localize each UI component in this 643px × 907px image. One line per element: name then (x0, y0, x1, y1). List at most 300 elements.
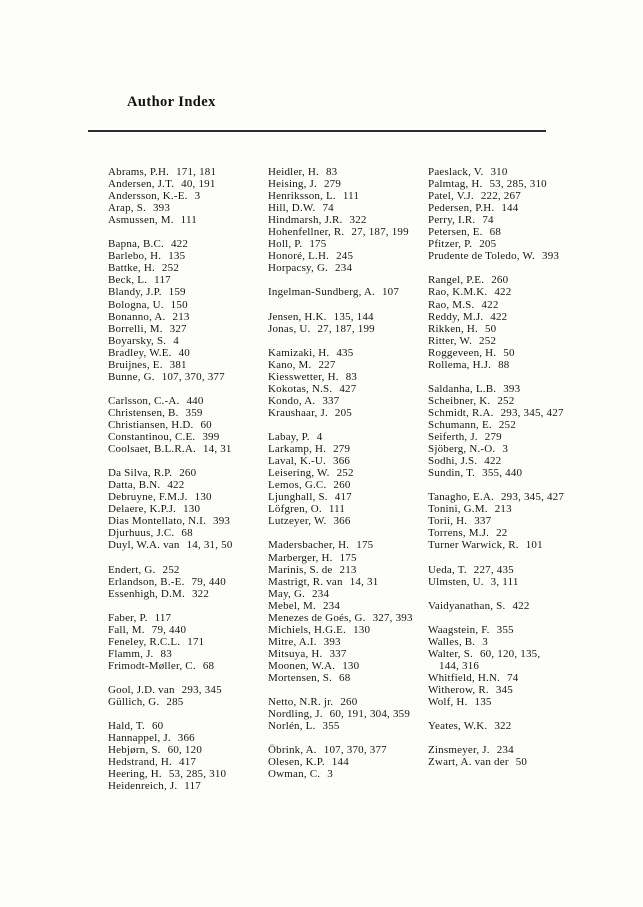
author-name: Heising, J. (268, 178, 317, 191)
index-entry (108, 624, 272, 636)
index-entry (268, 383, 432, 395)
page-title: Author Index (127, 94, 216, 110)
author-name: Prudente de Toledo, W. (428, 250, 535, 263)
index-entry (428, 407, 592, 419)
index-entry (108, 166, 272, 178)
page-numbers: 74 (322, 202, 334, 215)
author-name: Witherow, R. (428, 684, 489, 697)
author-name: Reddy, M.J. (428, 310, 484, 323)
page-numbers: 83 (160, 647, 172, 660)
author-name: Marberger, H. (268, 551, 333, 564)
index-entry (268, 539, 432, 551)
page-numbers: 88 (498, 358, 510, 371)
page-numbers: 234 (496, 744, 514, 757)
page-numbers: 79, 440 (151, 623, 187, 636)
index-entry (108, 684, 272, 696)
index-column-1 (108, 166, 272, 804)
author-name: Saldanha, L.B. (428, 382, 497, 395)
page-numbers: 68 (202, 659, 215, 672)
author-name: May, G. (268, 587, 306, 600)
author-name: Bruijnes, E. (108, 358, 163, 371)
page-numbers: 293, 345, 427 (500, 491, 565, 504)
page-numbers-continued: 144, 316 (439, 659, 480, 672)
page-numbers: 50 (484, 322, 497, 335)
author-name: Ulmsten, U. (428, 575, 484, 588)
page-numbers: 159 (168, 286, 186, 299)
author-name: Dias Montellato, N.I. (108, 515, 206, 528)
page-numbers: 422 (484, 455, 502, 468)
page-numbers: 427 (339, 382, 357, 395)
index-entry (108, 395, 272, 407)
index-entry (428, 564, 592, 576)
page-numbers: 322 (191, 587, 210, 600)
index-entry (268, 756, 432, 768)
author-name: Kiesswetter, H. (268, 370, 339, 383)
author-name: Heering, H. (108, 768, 162, 781)
page-numbers: 144 (331, 756, 349, 769)
author-name: Scheibner, K. (428, 394, 491, 407)
index-entry (428, 323, 592, 335)
page-numbers: 117 (154, 274, 171, 287)
page-numbers: 27, 187, 199 (351, 226, 409, 239)
author-name: Rao, M.S. (428, 298, 475, 311)
page-numbers: 60, 120, 135, (479, 647, 541, 660)
index-entry (108, 732, 272, 744)
author-name: Marinis, S. de (268, 563, 333, 576)
page-numbers: 213 (339, 563, 357, 576)
author-name: Beck, L. (108, 274, 148, 287)
page-numbers: 337 (322, 394, 340, 407)
author-name: Ljunghall, S. (268, 491, 328, 504)
index-entry (428, 756, 592, 768)
author-name: Pfitzer, P. (428, 238, 473, 251)
index-entry (268, 226, 432, 238)
author-name: Bapna, B.C. (108, 238, 164, 251)
page-numbers: 4 (173, 334, 179, 347)
page-numbers: 213 (172, 310, 190, 323)
page-numbers: 366 (177, 732, 195, 745)
page-numbers: 422 (512, 599, 530, 612)
index-entry (108, 780, 272, 792)
page-numbers: 355 (322, 720, 340, 733)
author-name: Horpacsy, G. (268, 262, 329, 275)
index-entry (268, 214, 432, 226)
page-numbers: 359 (185, 406, 203, 419)
page-numbers: 40, 191 (181, 178, 216, 191)
author-name: Jonas, U. (268, 322, 311, 335)
page-numbers: 135, 144 (333, 310, 374, 323)
author-name: Delaere, K.P.J. (108, 503, 177, 516)
author-name: Seiferth, J. (428, 431, 478, 444)
index-entry (268, 479, 432, 491)
index-entry (428, 274, 592, 286)
index-entry (268, 696, 432, 708)
index-entry (268, 371, 432, 383)
index-entry (268, 166, 432, 178)
author-name: Hannappel, J. (108, 732, 171, 745)
page-numbers: 60, 120 (167, 744, 203, 757)
page-numbers: 422 (167, 479, 185, 492)
page-numbers: 422 (481, 298, 499, 311)
author-name: Honoré, L.H. (268, 250, 330, 263)
author-name: Ritter, W. (428, 334, 473, 347)
author-name: Heidenreich, J. (108, 780, 178, 793)
author-name: Frimodt-Møller, C. (108, 659, 196, 672)
index-entry (268, 600, 432, 612)
index-entry (108, 660, 272, 672)
page-numbers: 440 (186, 394, 204, 407)
author-name: Rangel, P.E. (428, 274, 485, 287)
author-name: Borrelli, M. (108, 322, 163, 335)
page-numbers: 60 (200, 418, 212, 431)
author-name: Carlsson, C.-A. (108, 394, 180, 407)
author-name: Olesen, K.P. (268, 756, 325, 769)
page-numbers: 279 (323, 178, 342, 191)
author-name: Hohenfellner, R. (268, 226, 345, 239)
index-entry (428, 600, 592, 612)
index-entry (428, 467, 592, 479)
index-entry (428, 684, 592, 696)
index-entry (268, 347, 432, 359)
page-numbers: 227, 435 (473, 563, 514, 576)
index-entry (428, 383, 592, 395)
index-entry (108, 479, 272, 491)
author-name: Coolsaet, B.L.R.A. (108, 443, 196, 456)
author-name: Pedersen, P.H. (428, 202, 495, 215)
author-name: Kamizaki, H. (268, 346, 330, 359)
author-name: Roggeveen, H. (428, 346, 497, 359)
index-entry (268, 612, 432, 624)
page-numbers: 322 (349, 214, 367, 227)
index-entry (268, 636, 432, 648)
page-numbers: 117 (184, 780, 201, 793)
index-entry (268, 660, 432, 672)
alpha-group (268, 166, 432, 274)
author-name: Perry, I.R. (428, 214, 476, 227)
page-numbers: 345 (495, 684, 513, 697)
page-numbers: 337 (474, 515, 492, 528)
alpha-group (428, 744, 592, 768)
page-numbers: 393 (323, 635, 341, 648)
index-entry (108, 419, 272, 431)
author-name: Hedstrand, H. (108, 756, 173, 769)
page-numbers: 355, 440 (482, 467, 523, 480)
page-numbers: 366 (333, 455, 351, 468)
index-entry (428, 190, 592, 202)
index-entry (268, 286, 432, 298)
alpha-group (108, 564, 272, 600)
alpha-group (268, 539, 432, 684)
author-name: Moonen, W.A. (268, 659, 336, 672)
page-numbers: 175 (339, 551, 357, 564)
index-entry (268, 491, 432, 503)
author-name: Fall, M. (108, 623, 145, 636)
page-numbers: 60, 191, 304, 359 (329, 708, 411, 721)
page-numbers: 50 (515, 756, 528, 769)
index-entry (268, 515, 432, 527)
index-entry (268, 672, 432, 684)
author-name: Zwart, A. van der (428, 756, 509, 769)
page-numbers: 252 (497, 394, 515, 407)
author-name: Ingelman-Sundberg, A. (268, 286, 375, 299)
author-name: Walter, S. (428, 647, 473, 660)
index-entry (108, 756, 272, 768)
author-name: Löfgren, O. (268, 503, 322, 516)
page-numbers: 144 (501, 202, 519, 215)
author-name: Barlebo, H. (108, 250, 162, 263)
author-name: Laval, K.-U. (268, 455, 326, 468)
page-numbers: 79, 440 (191, 575, 226, 588)
author-name: Turner Warwick, R. (428, 539, 519, 552)
page-numbers: 130 (353, 623, 371, 636)
author-name: Datta, B.N. (108, 479, 161, 492)
index-entry (428, 696, 592, 708)
index-entry (428, 238, 592, 250)
index-entry (268, 552, 432, 564)
index-entry (108, 286, 272, 298)
page-numbers: 366 (333, 515, 351, 528)
index-entry (268, 588, 432, 600)
page-numbers: 101 (525, 539, 543, 552)
author-name: Boyarsky, S. (108, 334, 167, 347)
page-numbers: 135 (474, 696, 492, 709)
page-numbers: 213 (494, 503, 512, 516)
index-entry (268, 708, 432, 720)
author-name: Whitfield, H.N. (428, 671, 501, 684)
page-numbers: 3 (194, 190, 201, 203)
page-numbers: 393 (542, 250, 560, 263)
page-numbers: 171 (187, 635, 205, 648)
page-numbers: 68 (339, 671, 351, 684)
index-entry (268, 564, 432, 576)
author-name: Tonini, G.M. (428, 503, 488, 516)
index-entry (268, 359, 432, 371)
page-numbers: 111 (180, 214, 197, 227)
author-name: Sjöberg, N.-O. (428, 443, 496, 456)
page-numbers: 27, 187, 199 (317, 322, 375, 335)
index-entry (268, 443, 432, 455)
index-entry (428, 648, 592, 660)
page-numbers: 3 (502, 443, 509, 456)
page-numbers: 293, 345, 427 (500, 406, 564, 419)
index-entry (428, 286, 592, 298)
index-entry (108, 503, 272, 515)
page-numbers: 3 (482, 635, 488, 648)
page-numbers: 4 (316, 431, 323, 444)
index-column-2 (268, 166, 432, 792)
index-entry (108, 178, 272, 190)
index-entry (428, 503, 592, 515)
index-entry (108, 744, 272, 756)
page-numbers: 327 (169, 322, 187, 335)
author-name: Rikken, H. (428, 322, 478, 335)
index-entry (108, 323, 272, 335)
author-name: Jensen, H.K. (268, 310, 327, 323)
index-entry (428, 744, 592, 756)
author-name: Owman, C. (268, 768, 321, 781)
page-numbers: 293, 345 (181, 684, 222, 697)
author-name: Kondo, A. (268, 394, 316, 407)
alpha-group (268, 347, 432, 419)
page-numbers: 130 (342, 659, 360, 672)
index-entry (108, 443, 272, 455)
index-entry (428, 515, 592, 527)
author-name: Mitre, A.I. (268, 635, 317, 648)
index-entry (268, 311, 432, 323)
index-entry (108, 407, 272, 419)
author-name: Feneley, R.C.L. (108, 635, 181, 648)
author-name: Torii, H. (428, 515, 468, 528)
index-entry (268, 190, 432, 202)
alpha-group (428, 720, 592, 732)
page-numbers: 393 (503, 382, 521, 395)
index-entry (108, 636, 272, 648)
index-entry (268, 648, 432, 660)
author-name: Nordling, J. (268, 708, 323, 721)
alpha-group (108, 720, 272, 792)
author-name: Henriksson, L. (268, 190, 336, 203)
index-entry (108, 299, 272, 311)
index-entry (268, 202, 432, 214)
index-entry (108, 335, 272, 347)
author-name: Bunne, G. (108, 370, 155, 383)
index-entry (108, 467, 272, 479)
alpha-group (268, 696, 432, 732)
index-entry (268, 431, 432, 443)
index-entry (428, 455, 592, 467)
author-name: Kano, M. (268, 358, 312, 371)
author-name: Djurhuus, J.C. (108, 527, 175, 540)
author-name: Tanagho, E.A. (428, 491, 494, 504)
index-entry (428, 311, 592, 323)
page-numbers: 171, 181 (176, 166, 217, 178)
page-numbers: 260 (179, 467, 197, 480)
index-entry (268, 768, 432, 780)
page-numbers: 227 (318, 358, 336, 371)
author-name: Menezes de Goés, G. (268, 611, 366, 624)
page-numbers: 68 (181, 527, 193, 540)
author-name: Christiansen, H.D. (108, 418, 194, 431)
author-name: Erlandson, B.-E. (108, 575, 185, 588)
page-numbers: 74 (482, 214, 494, 227)
alpha-group (108, 238, 272, 383)
author-name: Lutzeyer, W. (268, 515, 327, 528)
index-entry (428, 335, 592, 347)
page-numbers: 205 (479, 238, 497, 251)
alpha-group (428, 564, 592, 588)
author-name: Yeates, W.K. (428, 720, 488, 733)
index-entry (268, 395, 432, 407)
index-entry (428, 624, 592, 636)
page-numbers: 422 (170, 238, 189, 251)
author-name: Vaidyanathan, S. (428, 599, 506, 612)
index-entry (268, 624, 432, 636)
index-entry (108, 274, 272, 286)
page-numbers: 422 (490, 310, 508, 323)
page-numbers: 222, 267 (480, 190, 521, 203)
alpha-group (428, 166, 592, 262)
page-numbers: 417 (334, 491, 352, 504)
author-name: Wolf, H. (428, 696, 468, 709)
page-numbers: 175 (356, 539, 374, 552)
author-name: Battke, H. (108, 262, 155, 275)
index-entry (108, 238, 272, 250)
page-numbers: 322 (494, 720, 512, 733)
page-numbers: 130 (194, 491, 212, 504)
author-name: Duyl, W.A. van (108, 539, 180, 552)
index-entry (428, 178, 592, 190)
page-numbers: 252 (161, 262, 180, 275)
author-name: Güllich, G. (108, 696, 160, 709)
index-entry (268, 178, 432, 190)
page-numbers: 260 (340, 696, 358, 709)
page-numbers: 111 (328, 503, 346, 516)
alpha-group (108, 612, 272, 672)
index-entry (108, 515, 272, 527)
author-name: Kraushaar, J. (268, 406, 328, 419)
index-entry (428, 491, 592, 503)
author-name: Gool, J.D. van (108, 684, 175, 697)
author-name: Petersen, E. (428, 226, 483, 239)
alpha-group (108, 166, 272, 226)
page-numbers: 279 (333, 443, 351, 456)
page-numbers: 252 (479, 334, 497, 347)
title-divider (88, 130, 546, 132)
page-numbers: 111 (342, 190, 360, 203)
page-numbers: 53, 285, 310 (168, 768, 227, 781)
page-numbers: 117 (154, 611, 172, 624)
author-name: Norlén, L. (268, 720, 316, 733)
author-name: Bologna, U. (108, 298, 164, 311)
index-entry (108, 696, 272, 708)
page-numbers: 234 (335, 262, 353, 275)
author-name: Christensen, B. (108, 406, 179, 419)
page-numbers: 260 (333, 479, 351, 492)
author-name: Debruyne, F.M.J. (108, 491, 188, 504)
page-numbers: 68 (489, 226, 502, 239)
author-name: Abrams, P.H. (108, 166, 170, 178)
author-name: Bradley, W.E. (108, 346, 172, 359)
author-name: Endert, G. (108, 563, 156, 576)
author-name: Hill, D.W. (268, 202, 316, 215)
index-entry (108, 648, 272, 660)
index-entry (108, 431, 272, 443)
index-entry (428, 359, 592, 371)
index-entry (428, 720, 592, 732)
page-numbers: 381 (169, 358, 187, 371)
index-entry (428, 202, 592, 214)
author-name: Blandy, J.P. (108, 286, 162, 299)
index-entry (428, 576, 592, 588)
author-name: Zinsmeyer, J. (428, 744, 490, 757)
author-name: Hebjørn, S. (108, 744, 161, 757)
index-entry (268, 238, 432, 250)
author-name: Torrens, M.J. (428, 527, 490, 540)
page-numbers: 234 (312, 587, 330, 600)
index-entry (428, 395, 592, 407)
index-entry (268, 250, 432, 262)
index-entry (108, 250, 272, 262)
author-name: Mitsuya, H. (268, 647, 323, 660)
alpha-group (268, 744, 432, 780)
author-name: Hald, T. (108, 720, 145, 733)
index-entry (108, 768, 272, 780)
index-entry (428, 250, 592, 262)
page-numbers: 393 (213, 515, 231, 528)
alpha-group (108, 684, 272, 708)
page-numbers: 107, 370, 377 (161, 370, 225, 383)
index-entry (268, 262, 432, 274)
